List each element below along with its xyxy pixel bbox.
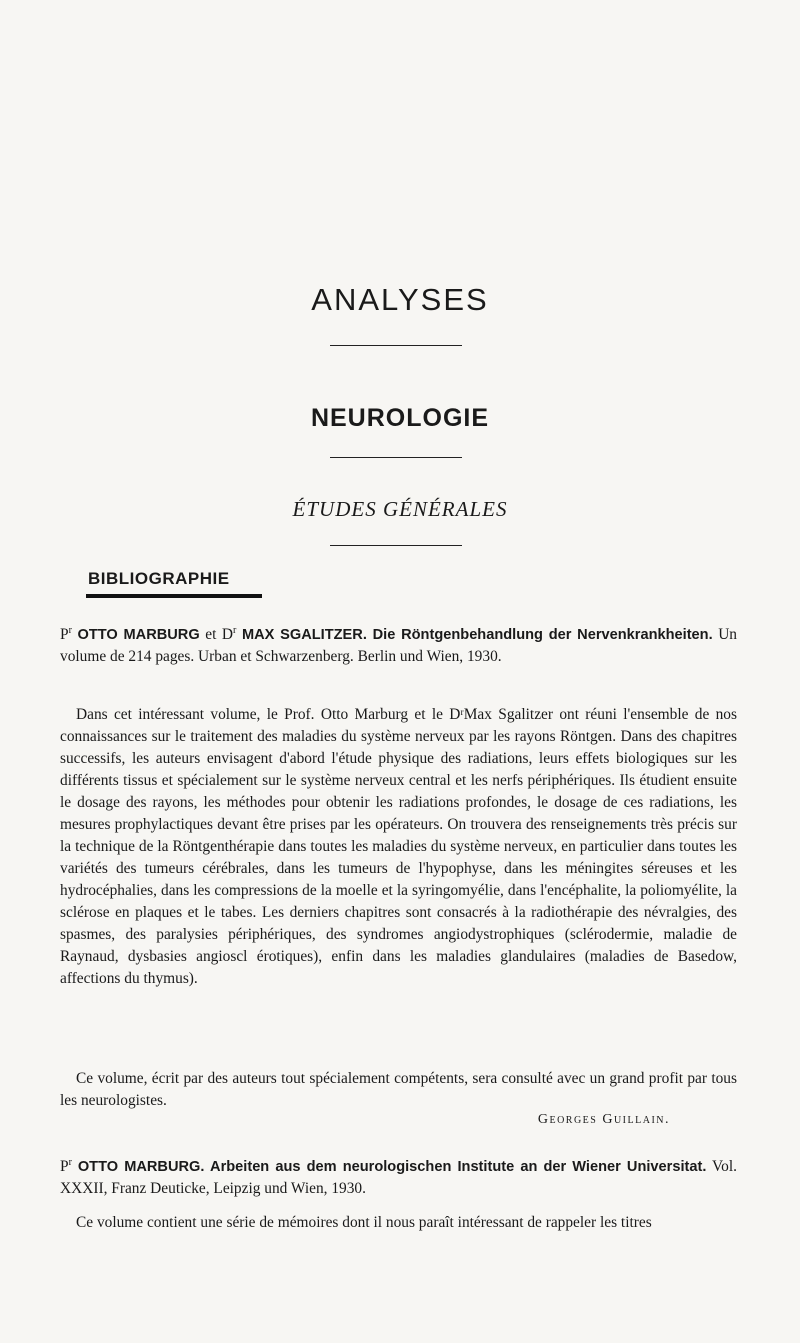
bibliography-entry: [60, 1152, 737, 1200]
category-heading: BIBLIOGRAPHIE: [88, 569, 230, 588]
category-underline: [86, 594, 262, 598]
divider: [330, 457, 462, 458]
entry-prefix-sup: r: [68, 625, 72, 636]
section-heading: NEUROLOGIE: [310, 404, 490, 432]
entry-author: OTTO MARBURG: [77, 627, 200, 644]
review-paragraph: Dans cet intéressant volume, le Prof. Otto Marburg et le DʳMax Sgalitzer ont réuni l'ensemble de nos connaissances sur le traitement des maladies du système nerveux par les rayons Röntgen. Dans des chapitres successifs, les auteurs envisagent d'abord l'étude physique des radiations, leurs effets biologiques sur les différents tissus et spécialement sur le système nerveux central et les nerfs périphériques. Ils étudient ensuite le dosage des rayons, les méthodes pour obtenir les radiations profondes, le dosage de ces radiations, les mesures prophylactiques devant être prises par les opérateurs. On trouvera des renseignements très précis sur la technique de la Röntgenthérapie dans toutes les maladies du système nerveux, en particulier dans toutes les variétés des tumeurs cérébrales, dans les tumeurs de l'hypophyse, dans les méningites séreuses et les hydrocéphalies, dans les compressions de la moelle et la syringomyélie, dans l'encéphalite, la poliomyélite, la sclérose en plaques et le tabes. Les derniers chapitres sont consacrés à la radiothérapie des névralgies, des spasmes, des paralysies périphériques, des syndromes angiodystrophiques (sclérodermie, maladie de Raynaud, dysbasies angioscl érotiques), enfin dans les maladies glandulaires (maladies de Basedow, affections du thymus).: [60, 706, 737, 987]
entry-joiner: et D: [199, 626, 234, 644]
review-paragraph: Ce volume, écrit par des auteurs tout spécialement compétents, sera consulté avec un grand profit par tous les neurologistes.: [60, 1070, 737, 1109]
subsection-heading: ÉTUDES GÉNÉRALES: [292, 497, 508, 521]
entry-prefix: P: [60, 1158, 69, 1176]
entry-title: . Die Röntgenbehandlung der Nervenkrankheiten.: [362, 627, 713, 644]
review-paragraph: Ce volume contient une série de mémoires dont il nous paraît intéressant de rappeler les titres: [76, 1214, 652, 1231]
entry-prefix: P: [60, 626, 69, 644]
entry-details: Vol. XXXII, Franz Deuticke, Leipzig und Wien, 1930.: [60, 1158, 737, 1198]
entry-author: MAX SGALITZER: [241, 627, 363, 644]
entry-details: Un volume de 214 pages. Urban et Schwarzenberg. Berlin und Wien, 1930.: [60, 626, 737, 666]
bibliography-entry: [60, 620, 737, 668]
reviewer-signature: Georges Guillain.: [537, 1112, 670, 1127]
entry-author: OTTO MARBURG: [77, 1159, 201, 1176]
divider: [330, 345, 462, 346]
page-title: ANALYSES: [311, 282, 489, 317]
entry-title: . Arbeiten aus dem neurologischen Institute an der Wiener Universitat.: [200, 1159, 707, 1176]
entry-joiner-sup: r: [233, 625, 237, 636]
entry-prefix-sup: r: [68, 1157, 72, 1168]
divider: [330, 545, 462, 546]
